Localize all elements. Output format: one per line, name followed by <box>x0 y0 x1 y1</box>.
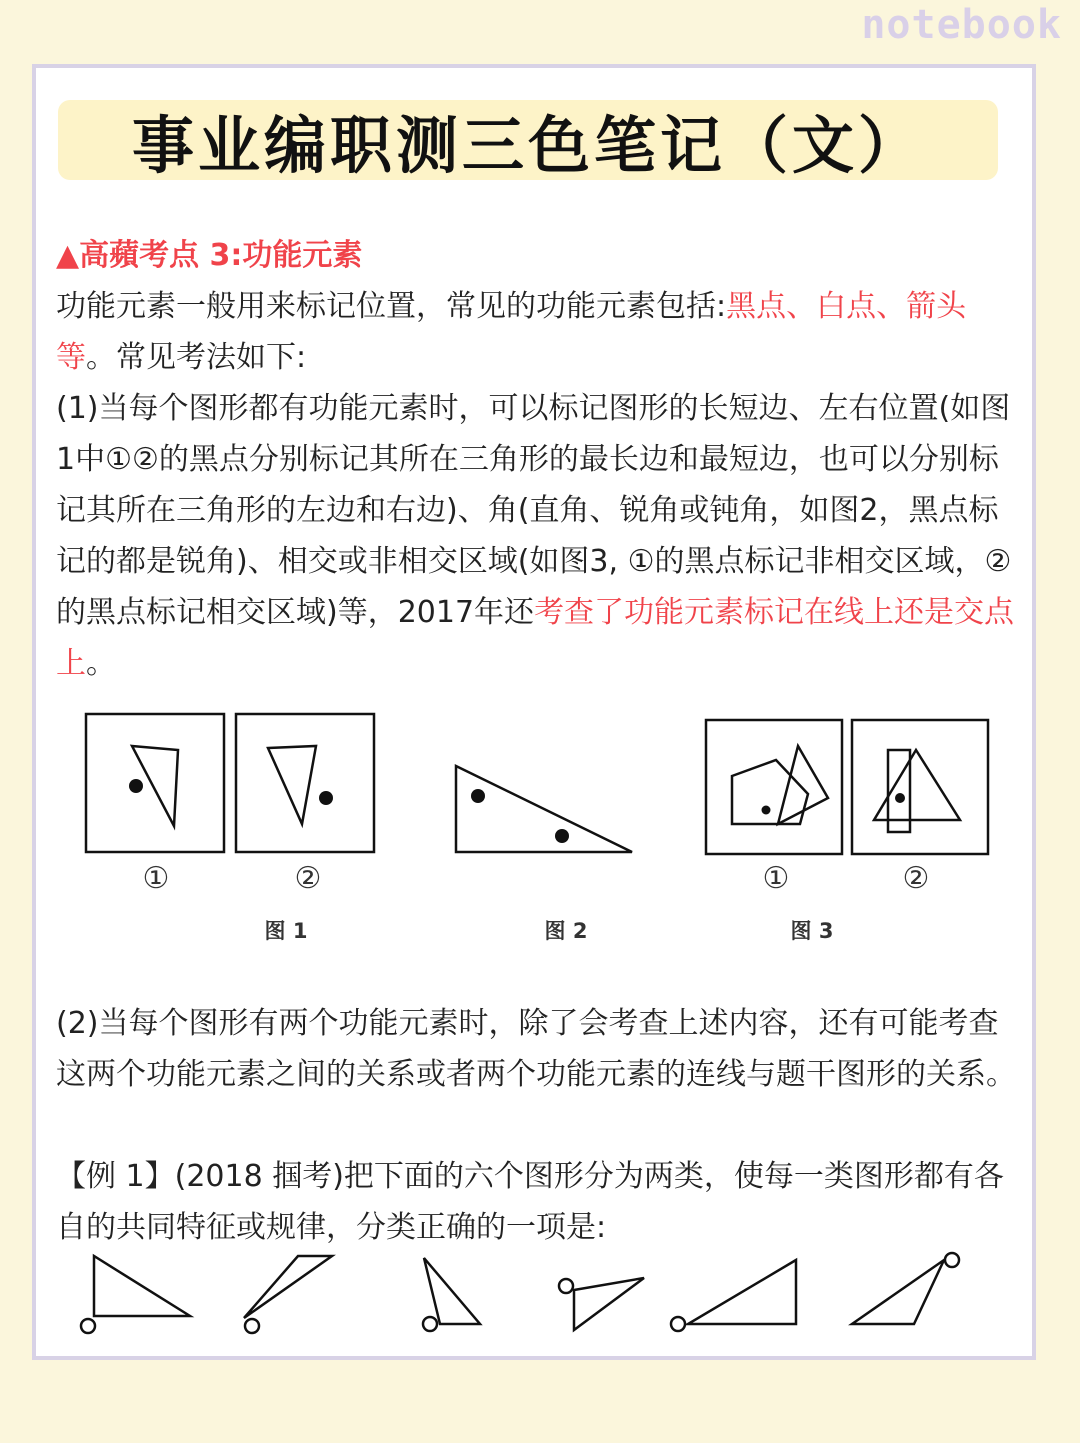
intro-text: 功能元素一般用来标记位置，常见的功能元素包括: <box>56 289 727 324</box>
fig1-label-2: ② <box>294 861 322 896</box>
example-triangle-2 <box>244 1256 332 1318</box>
fig3-caption: 图 3 <box>790 919 834 943</box>
section-heading: ▲高蘋考点 3:功能元素 <box>56 238 363 273</box>
fig1-dot-1 <box>129 779 143 793</box>
example-triangle-4 <box>574 1278 644 1330</box>
example-triangle-3 <box>424 1258 480 1324</box>
fig2-caption: 图 2 <box>544 919 588 943</box>
page-title: 事业编职测三色笔记（文） <box>131 108 924 182</box>
fig2-dot-1 <box>471 789 485 803</box>
fig2-right-triangle <box>456 766 632 852</box>
fig3-dot-1 <box>762 806 771 815</box>
method-1-highlight: 考查了功能元素标记在线上还是交点上 <box>56 595 1015 681</box>
title-banner <box>58 100 998 180</box>
fig2-dot-2 <box>555 829 569 843</box>
intro-text-end: 。常见考法如下: <box>86 340 307 375</box>
example-triangle-6 <box>852 1260 944 1324</box>
fig3-dot-2 <box>895 793 905 803</box>
fig1-triangle-2 <box>268 746 316 824</box>
method-1-paragraph <box>56 383 1022 689</box>
fig1-caption: 图 1 <box>264 919 308 943</box>
example-circle-5 <box>671 1317 685 1331</box>
method-1-text-end: 。 <box>86 646 116 681</box>
example-circle-4 <box>559 1279 573 1293</box>
fig1-box-1 <box>86 714 224 852</box>
fig3-box-2 <box>852 720 988 854</box>
note-card <box>32 64 1036 1360</box>
fig1-label-1: ① <box>142 861 170 896</box>
example-1-paragraph: 【例 1】(2018 掴考)把下面的六个图形分为两类，使每一类图形都有各自的共同特征或规律，分类正确的一项是: <box>56 1159 1004 1245</box>
fig1-dot-2 <box>319 791 333 805</box>
figures-diagram <box>36 698 1032 958</box>
intro-highlight: 黑点、白点、箭头等 <box>56 289 967 375</box>
example-triangles <box>36 1244 1032 1344</box>
example-triangle-5 <box>688 1260 796 1324</box>
fig3-label-2: ② <box>902 861 930 896</box>
example-circle-6 <box>945 1253 959 1267</box>
fig3-label-1: ① <box>762 861 790 896</box>
example-circle-1 <box>81 1319 95 1333</box>
notebook-watermark: notebook <box>861 2 1062 48</box>
method-1-text: (1)当每个图形都有功能元素时，可以标记图形的长短边、左右位置(如图1中①②的黑点分别标记其所在三角形的最长边和最短边，也可以分别标记其所在三角形的左边和右边)、角(直角、锐角或钝角，如图2，黑点标记的都是锐角)、相交或非相交区域(如图3, ①的黑点标记非相交区域，②的黑点标记相交区域)等，2017年还 <box>56 391 1012 630</box>
fig1-box-2 <box>236 714 374 852</box>
intro-paragraph <box>56 281 1022 383</box>
example-circle-3 <box>423 1317 437 1331</box>
example-triangle-1 <box>94 1256 190 1316</box>
method-2-paragraph: (2)当每个图形有两个功能元素时，除了会考查上述内容，还有可能考查这两个功能元素之间的关系或者两个功能元素的连线与题干图形的关系。 <box>56 1006 1016 1092</box>
fig3-triangle-1 <box>778 746 828 824</box>
example-circle-2 <box>245 1319 259 1333</box>
